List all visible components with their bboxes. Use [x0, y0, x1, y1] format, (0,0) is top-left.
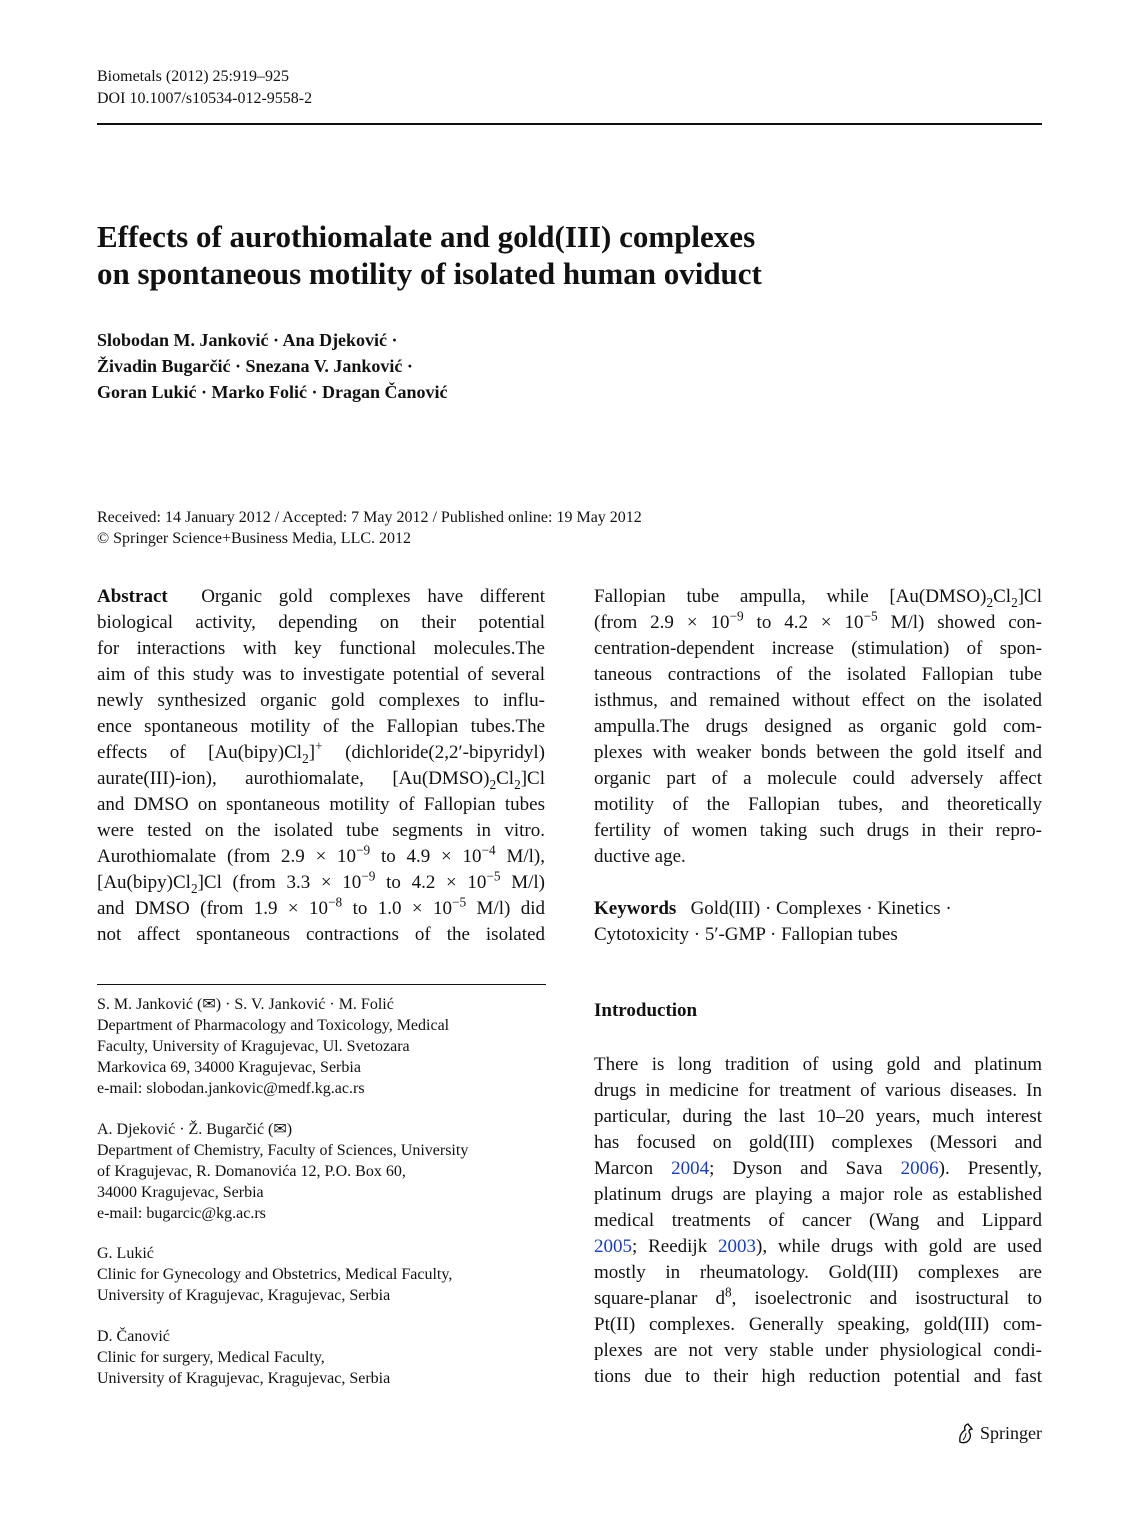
- citation-link[interactable]: 2004: [671, 1158, 710, 1179]
- history-dates: Received: 14 January 2012 / Accepted: 7 May 2012 / Published online: 19 May 2012: [97, 509, 642, 526]
- affiliation-block: D. Čanović Clinic for surgery, Medical Faculty, University of Kragujevac, Kragujevac, Serbia: [97, 1328, 391, 1387]
- citation-link[interactable]: 2005: [594, 1236, 632, 1257]
- affiliation-block: S. M. Janković (✉) · S. V. Janković · M. Folić Department of Pharmacology and Toxicology, Medical Faculty, University of Kragujevac, Ul. Svetozara Markovica 69, 34000 Kragujevac, Serbia e-mail: slobodan.jankovic@medf.kg.ac.rs: [97, 994, 557, 1099]
- abstract-line: were tested on the isolated tube segments in vitro.: [97, 820, 545, 841]
- abstract-line: motility of the Fallopian tubes, and theoretically: [594, 794, 1042, 815]
- section-heading-introduction: Introduction: [594, 1000, 698, 1021]
- header-rule: [97, 123, 1042, 125]
- abstract-line: isthmus, and remained without effect on the isolated: [594, 690, 1042, 711]
- abstract-line: taneous contractions of the isolated Fallopian tube: [594, 664, 1042, 685]
- copyright: © Springer Science+Business Media, LLC. 2012: [97, 530, 412, 547]
- abstract-left-column: [97, 584, 545, 948]
- keywords: Keywords Gold(III) · Complexes · Kinetics · Cytotoxicity · 5′-GMP · Fallopian tubes: [594, 898, 952, 945]
- abstract-line: aim of this study was to investigate potential of several: [97, 664, 545, 685]
- abstract-line: newly synthesized organic gold complexes to influ-: [97, 690, 545, 711]
- introduction-body: There is long tradition of using gold and platinum drugs in medicine for treatment of various diseases. In particular, during the last 10–20 years, much interest has focused on gold(III) complexes (Messori and Marcon 2004; Dyson and Sava 2006). Presently, platinum drugs are playing a major role as established medical treatments of cancer (Wang and Lippard 2005; Reedijk 2003), while drugs with gold are used mostly in rheumatology. Gold(III) complexes are square-planar $d^8$, isoelectronic and isostructural to Pt(II) complexes. Generally speaking, gold(III) com- plexes are not very stable under physiological condi- tions due to their high reduction potential and fast: [594, 1054, 1043, 1387]
- springer-horse-icon: [956, 1422, 976, 1444]
- abstract-line: ence spontaneous motility of the Fallopian tubes.The: [97, 716, 545, 737]
- abstract-line: Abstract Organic gold complexes have different: [97, 586, 546, 607]
- abstract-line: organic part of a molecule could adversely affect: [594, 768, 1042, 789]
- abstract-line: aurate(III)-ion), aurothiomalate, $[Au(DMSO)_2Cl_2]Cl$: [97, 768, 545, 792]
- publisher-name: Springer: [980, 1422, 1042, 1443]
- journal-citation: Biometals (2012) 25:919–925: [97, 68, 289, 85]
- abstract-line: for interactions with key functional molecules.The: [97, 638, 545, 659]
- email: e-mail: bugarcic@kg.ac.rs: [97, 1205, 266, 1222]
- abstract-line: centration-dependent increase (stimulation) of spon-: [594, 638, 1042, 659]
- publication-dates: [97, 507, 642, 549]
- keywords-label: Keywords: [594, 898, 677, 919]
- citation-link[interactable]: 2003: [718, 1236, 757, 1257]
- citation-link[interactable]: 2006: [900, 1158, 939, 1179]
- paper-title: Effects of aurothiomalate and gold(III) complexes on spontaneous motility of isolated human oviduct: [97, 219, 762, 291]
- journal-header: [97, 66, 312, 110]
- email: e-mail: slobodan.jankovic@medf.kg.ac.rs: [97, 1080, 365, 1097]
- affiliation-rule: [97, 984, 546, 985]
- doi: DOI 10.1007/s10534-012-9558-2: [97, 90, 313, 107]
- abstract-line: $[Au(bipy)Cl_2]Cl$ (from $3.3 \times 10^{-9}$ to $4.2 \times 10^{-5}$ M/l): [97, 868, 545, 896]
- abstract-line: ampulla.The drugs designed as organic gold com-: [594, 716, 1042, 737]
- abstract-line: biological activity, depending on their potential: [97, 612, 545, 633]
- affiliation-block: G. Lukić Clinic for Gynecology and Obstetrics, Medical Faculty, University of Kragujevac, Kragujevac, Serbia: [97, 1245, 453, 1304]
- abstract-right-column: [594, 584, 1042, 870]
- abstract-line: effects of $[Au(bipy)Cl_2]^+$ (dichloride(2,2′-bipyridyl): [97, 738, 545, 766]
- abstract-line: and DMSO on spontaneous motility of Fallopian tubes: [97, 794, 545, 815]
- author-list: Slobodan M. Janković · Ana Djeković · Živadin Bugarčić · Snezana V. Janković · Goran Lukić · Marko Folić · Dragan Čanović: [97, 330, 448, 402]
- abstract-line: Fallopian tube ampulla, while $[Au(DMSO)_2Cl_2]Cl$: [594, 586, 1042, 610]
- abstract-line: (from $2.9 \times 10^{-9}$ to $4.2 \times 10^{-5}$ M/l) showed con-: [594, 608, 1042, 633]
- abstract-line: plexes with weaker bonds between the gold itself and: [594, 742, 1042, 763]
- abstract-line: fertility of women taking such drugs in their repro-: [594, 820, 1042, 841]
- abstract-line: ductive age.: [594, 846, 686, 867]
- abstract-line: Aurothiomalate (from $2.9 \times 10^{-9}$ to $4.9 \times 10^{-4}$ M/l),: [97, 842, 546, 867]
- publisher-footer: [956, 1422, 1042, 1444]
- abstract-line: and DMSO (from $1.9 \times 10^{-8}$ to $1.0 \times 10^{-5}$ M/l) did: [97, 894, 545, 919]
- abstract-line: not affect spontaneous contractions of the isolated: [97, 924, 545, 945]
- affiliation-block: A. Djeković · Ž. Bugarčić (✉) Department of Chemistry, Faculty of Sciences, University of Kragujevac, R. Domanovića 12, P.O. Box 60, 34000 Kragujevac, Serbia e-mail: bugarcic@kg.ac.rs: [97, 1119, 557, 1224]
- abstract-label: Abstract: [97, 586, 168, 607]
